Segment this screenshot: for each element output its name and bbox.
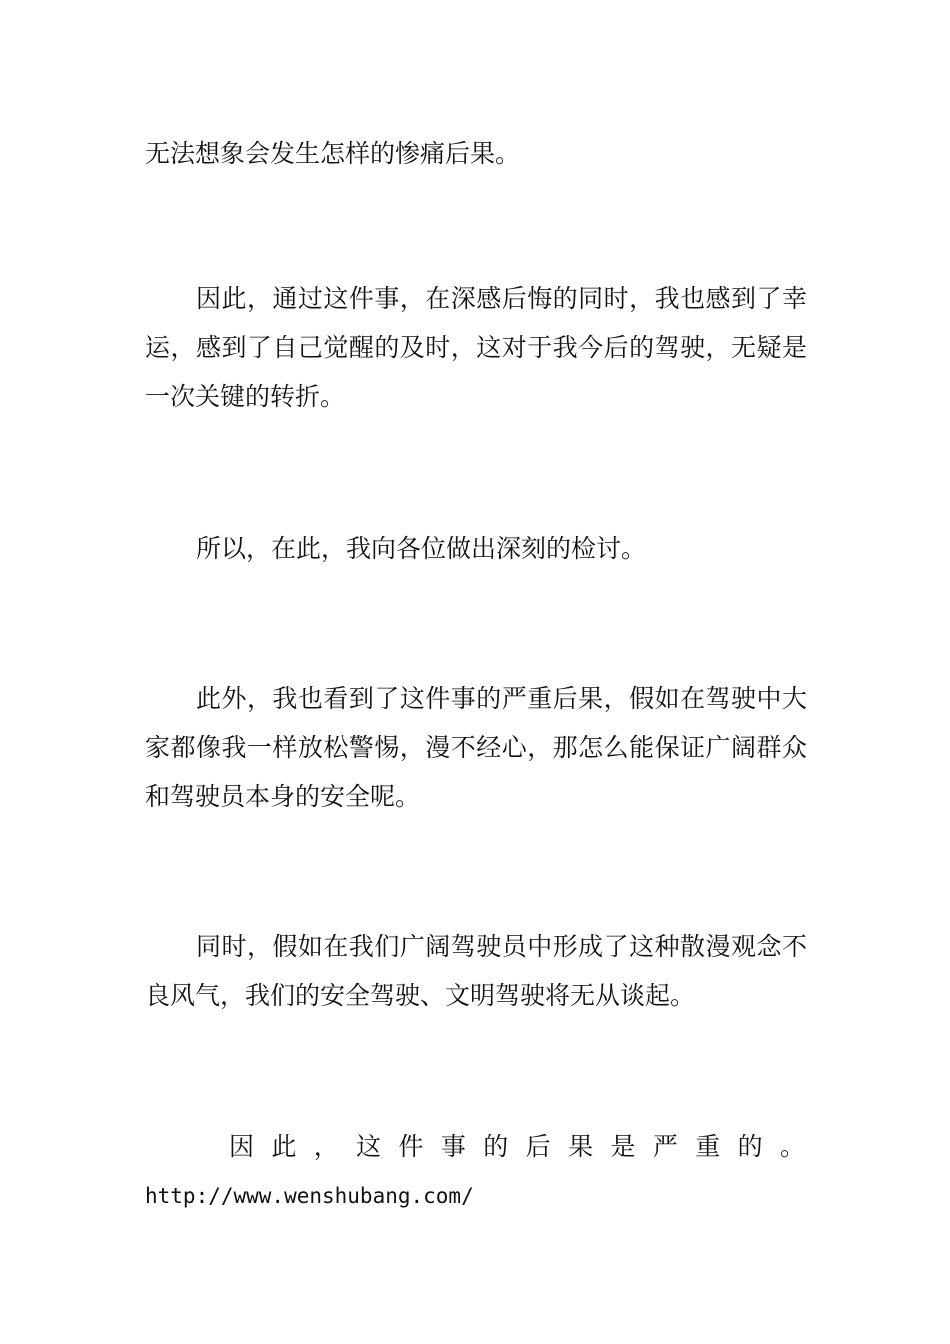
paragraph-3: 所以，在此，我向各位做出深刻的检讨。: [196, 534, 647, 563]
paragraph-1: 无法想象会发生怎样的惨痛后果。: [145, 139, 521, 168]
paragraph-5: 同时，假如在我们广阔驾驶员中形成了这种散漫观念不良风气，我们的安全驾驶、文明驾驶将无从谈起。: [145, 932, 807, 1010]
paragraph-2: 因此，通过这件事，在深感后悔的同时，我也感到了幸运，感到了自己觉醒的及时，这对于我今后的驾驶，无疑是一次关键的转折。: [145, 284, 807, 411]
source-url: http://www.wenshubang.com/: [145, 1184, 474, 1208]
paragraph-6: 因此，这件事的后果是严重的。: [229, 1132, 807, 1161]
paragraph-4: 此外，我也看到了这件事的严重后果，假如在驾驶中大家都像我一样放松警惕，漫不经心，那怎么能保证广阔群众和驾驶员本身的安全呢。: [145, 684, 807, 811]
